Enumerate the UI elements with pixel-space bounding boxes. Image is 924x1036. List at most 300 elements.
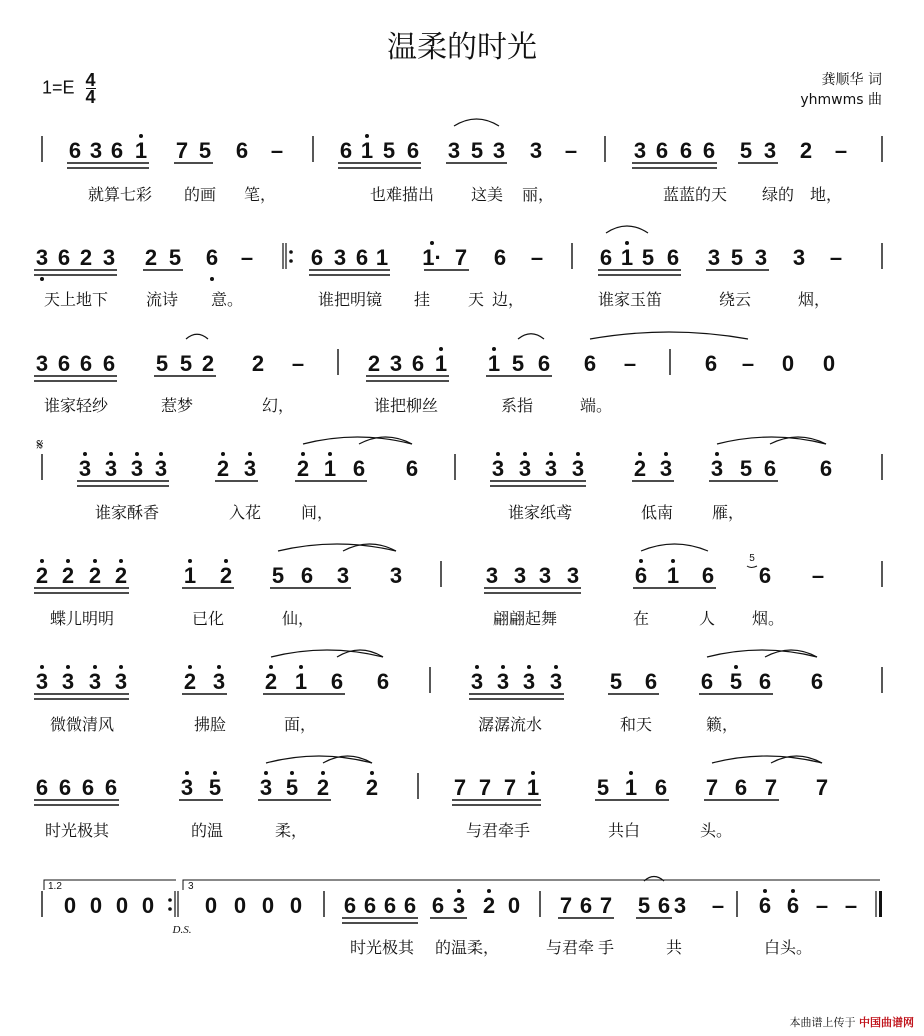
note-glyph: 3 bbox=[566, 563, 580, 588]
note-glyph: 0 bbox=[89, 893, 103, 918]
note-glyph: 7 bbox=[478, 775, 492, 800]
note-glyph: 5 bbox=[739, 138, 753, 163]
octave-dot bbox=[629, 771, 633, 775]
volta-bracket-1 bbox=[44, 880, 176, 890]
note-glyph: 6 bbox=[819, 456, 833, 481]
note-glyph: 7 bbox=[175, 138, 189, 163]
octave-dot bbox=[527, 665, 531, 669]
octave-dot bbox=[93, 559, 97, 563]
note-glyph: 6 bbox=[702, 138, 716, 163]
octave-dot bbox=[496, 452, 500, 456]
lyric-word: 谁家纸鸢 bbox=[507, 503, 573, 522]
note-glyph: 1 bbox=[526, 775, 540, 800]
lyric-word: 雁， bbox=[711, 503, 745, 522]
lyric-word: 时光极其 bbox=[349, 938, 415, 957]
note-glyph: 6 bbox=[734, 775, 748, 800]
note-glyph: – bbox=[815, 893, 829, 918]
note-glyph: 3 bbox=[389, 563, 403, 588]
note-glyph: 7 bbox=[764, 775, 778, 800]
note-glyph: 0 bbox=[261, 893, 275, 918]
lyric-word: 意。 bbox=[210, 290, 244, 309]
note-glyph: 6 bbox=[383, 893, 397, 918]
note-glyph: 3 bbox=[544, 456, 558, 481]
note-glyph: 2 bbox=[183, 669, 197, 694]
octave-dot bbox=[576, 452, 580, 456]
octave-dot bbox=[301, 452, 305, 456]
note-glyph: 3 bbox=[130, 456, 144, 481]
note-glyph: 3 bbox=[485, 563, 499, 588]
note-glyph: 7 bbox=[454, 245, 468, 270]
note-glyph: 3 bbox=[333, 245, 347, 270]
note-glyph: 6 bbox=[339, 138, 353, 163]
octave-dot bbox=[135, 452, 139, 456]
lyric-word: 入花 bbox=[228, 503, 262, 522]
lyric-word: 籁， bbox=[705, 715, 739, 734]
notation-root bbox=[34, 119, 882, 957]
octave-dot bbox=[248, 452, 252, 456]
octave-dot bbox=[119, 665, 123, 669]
lyric-word: 烟， bbox=[797, 290, 831, 309]
note-glyph: 5 bbox=[198, 138, 212, 163]
song-title: 温柔的时光 bbox=[387, 30, 537, 65]
time-sig-top: 4 bbox=[85, 70, 96, 90]
note-glyph: 2 bbox=[79, 245, 93, 270]
note-glyph: 2 bbox=[799, 138, 813, 163]
note-glyph: 6 bbox=[679, 138, 693, 163]
note-glyph: 2 bbox=[316, 775, 330, 800]
note-glyph: 3 bbox=[154, 456, 168, 481]
octave-dot bbox=[501, 665, 505, 669]
lyric-word: 笔， bbox=[243, 185, 277, 204]
note-glyph: 6 bbox=[786, 893, 800, 918]
lyric-word: 人 bbox=[698, 609, 716, 628]
slur-arc bbox=[359, 437, 412, 444]
lyric-word: 的温 bbox=[190, 821, 224, 840]
note-glyph: 5 bbox=[470, 138, 484, 163]
lyric-word: 头。 bbox=[699, 821, 733, 840]
note-glyph: 3 bbox=[102, 245, 116, 270]
lyric-word: 幻， bbox=[261, 396, 295, 415]
note-glyph: 7 bbox=[453, 775, 467, 800]
note-glyph: 7 bbox=[705, 775, 719, 800]
note-glyph: 0 bbox=[233, 893, 247, 918]
note-glyph: 5 bbox=[729, 669, 743, 694]
note-glyph: 5 bbox=[179, 351, 193, 376]
note-glyph: 6 bbox=[405, 456, 419, 481]
lyric-word: 丽， bbox=[521, 185, 555, 204]
slur-arc bbox=[590, 332, 748, 339]
repeat-dot bbox=[289, 250, 293, 254]
note-glyph: 6 bbox=[758, 669, 772, 694]
note-glyph: 3 bbox=[35, 669, 49, 694]
octave-dot bbox=[188, 665, 192, 669]
note-glyph: 6 bbox=[110, 138, 124, 163]
footer-text: 本曲谱上传于 bbox=[789, 1016, 856, 1029]
lyric-word: 微微清风 bbox=[49, 715, 115, 734]
lyric-word: 天 bbox=[467, 290, 485, 309]
octave-dot bbox=[40, 559, 44, 563]
note-glyph: 0 bbox=[507, 893, 521, 918]
note-glyph: 6 bbox=[704, 351, 718, 376]
slur-arc bbox=[770, 437, 826, 444]
note-glyph: – bbox=[291, 351, 305, 376]
octave-dot bbox=[625, 241, 629, 245]
note-glyph: 1· bbox=[422, 245, 442, 270]
lyric-word: 和天 bbox=[619, 715, 653, 734]
note-glyph: 6 bbox=[57, 245, 71, 270]
slur-arc bbox=[186, 334, 208, 339]
note-glyph: 2 bbox=[482, 893, 496, 918]
note-glyph: 2 bbox=[88, 563, 102, 588]
lyric-word: 挂 bbox=[413, 290, 431, 309]
lyric-word: 与君牵 bbox=[545, 938, 595, 957]
note-glyph: 6 bbox=[431, 893, 445, 918]
octave-dot bbox=[321, 771, 325, 775]
note-glyph: 2 bbox=[61, 563, 75, 588]
note-glyph: 3 bbox=[212, 669, 226, 694]
lyric-word: 谁把柳丝 bbox=[373, 396, 439, 415]
note-glyph: 2 bbox=[251, 351, 265, 376]
note-glyph: 3 bbox=[447, 138, 461, 163]
lyric-word: 绿的 bbox=[761, 185, 795, 204]
note-glyph: 5 bbox=[382, 138, 396, 163]
octave-dot bbox=[492, 347, 496, 351]
note-glyph: 6 bbox=[68, 138, 82, 163]
note-glyph: 3 bbox=[549, 669, 563, 694]
note-glyph: 2 bbox=[201, 351, 215, 376]
note-glyph: 6 bbox=[644, 669, 658, 694]
note-glyph: 6 bbox=[58, 775, 72, 800]
note-glyph: 3 bbox=[452, 893, 466, 918]
note-glyph: 6 bbox=[352, 456, 366, 481]
note-glyph: 5 bbox=[641, 245, 655, 270]
octave-dot bbox=[365, 134, 369, 138]
octave-dot bbox=[549, 452, 553, 456]
note-glyph: 3 bbox=[522, 669, 536, 694]
octave-dot bbox=[188, 559, 192, 563]
note-glyph: 3 bbox=[89, 138, 103, 163]
octave-dot bbox=[264, 771, 268, 775]
lyric-word: 谁家玉笛 bbox=[597, 290, 663, 309]
octave-dot bbox=[439, 347, 443, 351]
note-glyph: 3 bbox=[513, 563, 527, 588]
lyric-word: 这美 bbox=[470, 185, 504, 204]
note-glyph: 6 bbox=[35, 775, 49, 800]
octave-dot bbox=[185, 771, 189, 775]
note-glyph: 3 bbox=[104, 456, 118, 481]
note-glyph: 6 bbox=[654, 775, 668, 800]
octave-dot bbox=[299, 665, 303, 669]
note-glyph: – bbox=[844, 893, 858, 918]
lyric-word: 边， bbox=[491, 290, 525, 309]
lyric-word: 拂脸 bbox=[193, 715, 227, 734]
note-glyph: 6 bbox=[81, 775, 95, 800]
note-glyph: 3 bbox=[673, 893, 687, 918]
footer bbox=[790, 1014, 915, 1030]
lyric-word: 天上地下 bbox=[43, 290, 109, 309]
lyric-word: 端。 bbox=[579, 396, 613, 415]
lyric-word: 谁家酥香 bbox=[94, 503, 160, 522]
note-glyph: 3 bbox=[243, 456, 257, 481]
octave-dot bbox=[763, 889, 767, 893]
lyric-word: 就算七彩 bbox=[87, 185, 153, 204]
octave-dot bbox=[523, 452, 527, 456]
note-glyph: 5 bbox=[637, 893, 651, 918]
lyric-word: 谁家轻纱 bbox=[43, 396, 109, 415]
note-glyph: 6 bbox=[355, 245, 369, 270]
note-glyph: 6 bbox=[655, 138, 669, 163]
note-glyph: 0 bbox=[289, 893, 303, 918]
note-glyph: 3 bbox=[707, 245, 721, 270]
lyric-word: 在 bbox=[632, 609, 650, 628]
lyric-word: 白头。 bbox=[763, 938, 813, 957]
note-glyph: 3 bbox=[633, 138, 647, 163]
octave-dot bbox=[328, 452, 332, 456]
note-glyph: 7 bbox=[559, 893, 573, 918]
note-glyph: 6 bbox=[343, 893, 357, 918]
octave-dot bbox=[370, 771, 374, 775]
note-glyph: 6 bbox=[403, 893, 417, 918]
octave-dot bbox=[457, 889, 461, 893]
slur-arc bbox=[343, 544, 396, 551]
lyric-word: 共白 bbox=[607, 821, 641, 840]
note-glyph: 2 bbox=[114, 563, 128, 588]
octave-dot bbox=[210, 277, 214, 281]
note-glyph: 3 bbox=[492, 138, 506, 163]
lyric-word: 蓝蓝的天 bbox=[662, 185, 728, 204]
octave-dot bbox=[791, 889, 795, 893]
note-glyph: 3 bbox=[529, 138, 543, 163]
note-glyph: 3 bbox=[61, 669, 75, 694]
lyric-word: 谁把明镜 bbox=[317, 290, 383, 309]
note-glyph: 5 bbox=[609, 669, 623, 694]
lyric-word: 惹梦 bbox=[160, 396, 194, 415]
note-glyph: 5 bbox=[730, 245, 744, 270]
lyric-word: 蝶儿明明 bbox=[49, 609, 115, 628]
lyric-word: 翩翩起舞 bbox=[492, 609, 558, 628]
note-glyph: 3 bbox=[35, 351, 49, 376]
note-glyph: 6 bbox=[79, 351, 93, 376]
octave-dot bbox=[715, 452, 719, 456]
note-glyph: 3 bbox=[336, 563, 350, 588]
note-glyph: 3 bbox=[792, 245, 806, 270]
octave-dot bbox=[40, 665, 44, 669]
note-glyph: 0 bbox=[141, 893, 155, 918]
note-glyph: 3 bbox=[389, 351, 403, 376]
note-glyph: 6 bbox=[758, 563, 772, 588]
note-glyph: 6 bbox=[701, 563, 715, 588]
note-glyph: 2 bbox=[264, 669, 278, 694]
note-glyph: – bbox=[564, 138, 578, 163]
note-glyph: 6 bbox=[657, 893, 671, 918]
note-glyph: 5 bbox=[739, 456, 753, 481]
note-glyph: 3 bbox=[78, 456, 92, 481]
note-glyph: 7 bbox=[815, 775, 829, 800]
note-glyph: 5 bbox=[285, 775, 299, 800]
note-glyph: 1 bbox=[294, 669, 308, 694]
octave-dot bbox=[290, 771, 294, 775]
note-glyph: 3 bbox=[710, 456, 724, 481]
note-glyph: 3 bbox=[571, 456, 585, 481]
note-glyph: 3 bbox=[35, 245, 49, 270]
note-glyph: 1 bbox=[487, 351, 501, 376]
octave-dot bbox=[213, 771, 217, 775]
repeat-dot bbox=[289, 259, 293, 263]
octave-dot bbox=[531, 771, 535, 775]
grace-note: 5 bbox=[749, 553, 755, 564]
note-glyph: – bbox=[530, 245, 544, 270]
note-glyph: 2 bbox=[144, 245, 158, 270]
note-glyph: 6 bbox=[102, 351, 116, 376]
octave-dot bbox=[109, 452, 113, 456]
note-glyph: 5 bbox=[155, 351, 169, 376]
lyric-word: 面， bbox=[283, 715, 317, 734]
note-glyph: 3 bbox=[518, 456, 532, 481]
ds-marking: D.S. bbox=[172, 924, 192, 936]
composer-credit: yhmwms 曲 bbox=[800, 92, 882, 108]
slur-arc bbox=[454, 119, 499, 126]
note-glyph: 3 bbox=[763, 138, 777, 163]
lyric-word: 的画 bbox=[183, 185, 217, 204]
octave-dot bbox=[671, 559, 675, 563]
note-glyph: 3 bbox=[470, 669, 484, 694]
note-glyph: – bbox=[240, 245, 254, 270]
lyric-word: 低南 bbox=[640, 503, 674, 522]
slur-arc bbox=[641, 544, 708, 551]
note-glyph: 1 bbox=[134, 138, 148, 163]
note-glyph: 2 bbox=[633, 456, 647, 481]
note-glyph: 2 bbox=[296, 456, 310, 481]
slur-arc bbox=[606, 226, 648, 233]
note-glyph: 1 bbox=[666, 563, 680, 588]
lyric-word: 潺潺流水 bbox=[477, 715, 543, 734]
note-glyph: – bbox=[834, 138, 848, 163]
note-glyph: 6 bbox=[376, 669, 390, 694]
note-glyph: – bbox=[741, 351, 755, 376]
note-glyph: 6 bbox=[700, 669, 714, 694]
octave-dot bbox=[269, 665, 273, 669]
octave-dot bbox=[224, 559, 228, 563]
note-glyph: 6 bbox=[537, 351, 551, 376]
slur-arc bbox=[765, 650, 817, 657]
lyric-word: 也难描出 bbox=[369, 185, 435, 204]
segno-sign: 𝄋 bbox=[36, 435, 44, 454]
lyric-word: 仙， bbox=[281, 609, 315, 628]
note-glyph: 7 bbox=[503, 775, 517, 800]
repeat-dot bbox=[168, 898, 172, 902]
final-bar-thick bbox=[879, 891, 882, 917]
note-glyph: 5 bbox=[168, 245, 182, 270]
note-glyph: 2 bbox=[367, 351, 381, 376]
note-glyph: 6 bbox=[579, 893, 593, 918]
lyric-word: 柔， bbox=[274, 821, 308, 840]
octave-dot bbox=[221, 452, 225, 456]
note-glyph: 3 bbox=[491, 456, 505, 481]
note-glyph: 0 bbox=[204, 893, 218, 918]
lyric-word: 已化 bbox=[191, 609, 225, 628]
note-glyph: 3 bbox=[88, 669, 102, 694]
lyric-word: 间， bbox=[300, 503, 334, 522]
note-glyph: – bbox=[711, 893, 725, 918]
lyric-word: 系指 bbox=[500, 396, 534, 415]
note-glyph: 6 bbox=[493, 245, 507, 270]
note-glyph: 6 bbox=[583, 351, 597, 376]
note-glyph: 5 bbox=[511, 351, 525, 376]
note-glyph: 6 bbox=[406, 138, 420, 163]
note-glyph: 7 bbox=[599, 893, 613, 918]
repeat-dot bbox=[168, 907, 172, 911]
grace-slur bbox=[747, 566, 757, 568]
note-glyph: – bbox=[623, 351, 637, 376]
note-glyph: 6 bbox=[810, 669, 824, 694]
note-glyph: 2 bbox=[365, 775, 379, 800]
note-glyph: 3 bbox=[538, 563, 552, 588]
note-glyph: 6 bbox=[300, 563, 314, 588]
note-glyph: 1 bbox=[375, 245, 389, 270]
volta-label-1: 1.2 bbox=[48, 881, 62, 892]
footer-brand[interactable]: 中国曲谱网 bbox=[859, 1016, 914, 1029]
note-glyph: 6 bbox=[104, 775, 118, 800]
note-glyph: 3 bbox=[754, 245, 768, 270]
time-sig-bottom: 4 bbox=[85, 87, 96, 107]
note-glyph: 5 bbox=[596, 775, 610, 800]
lyric-word: 流诗 bbox=[145, 290, 179, 309]
note-glyph: 6 bbox=[763, 456, 777, 481]
note-glyph: 2 bbox=[216, 456, 230, 481]
octave-dot bbox=[119, 559, 123, 563]
note-glyph: 3 bbox=[180, 775, 194, 800]
note-glyph: – bbox=[829, 245, 843, 270]
note-glyph: 0 bbox=[781, 351, 795, 376]
note-glyph: 6 bbox=[310, 245, 324, 270]
note-glyph: 3 bbox=[659, 456, 673, 481]
note-glyph: 3 bbox=[114, 669, 128, 694]
note-glyph: 6 bbox=[411, 351, 425, 376]
volta-label-2: 3 bbox=[188, 881, 194, 892]
note-glyph: 6 bbox=[634, 563, 648, 588]
octave-dot bbox=[66, 559, 70, 563]
lyric-word: 地， bbox=[809, 185, 843, 204]
slur-arc bbox=[323, 756, 372, 763]
note-glyph: 2 bbox=[35, 563, 49, 588]
octave-dot bbox=[93, 665, 97, 669]
note-glyph: 5 bbox=[271, 563, 285, 588]
lyric-word: 共 bbox=[665, 938, 683, 957]
note-glyph: 6 bbox=[758, 893, 772, 918]
octave-dot bbox=[734, 665, 738, 669]
note-glyph: – bbox=[270, 138, 284, 163]
note-glyph: 6 bbox=[235, 138, 249, 163]
octave-dot bbox=[66, 665, 70, 669]
note-glyph: 0 bbox=[822, 351, 836, 376]
note-glyph: 0 bbox=[63, 893, 77, 918]
note-glyph: 1 bbox=[360, 138, 374, 163]
octave-dot bbox=[139, 134, 143, 138]
slur-arc bbox=[518, 334, 544, 339]
lyric-word: 与君牵手 bbox=[465, 821, 531, 840]
note-glyph: 6 bbox=[363, 893, 377, 918]
lyric-word: 时光极其 bbox=[44, 821, 110, 840]
note-glyph: – bbox=[811, 563, 825, 588]
lyric-word: 绕云 bbox=[718, 290, 752, 309]
note-glyph: 0 bbox=[115, 893, 129, 918]
octave-dot bbox=[159, 452, 163, 456]
note-glyph: 6 bbox=[205, 245, 219, 270]
lyric-word: 烟。 bbox=[751, 609, 785, 628]
octave-dot bbox=[430, 241, 434, 245]
note-glyph: 3 bbox=[496, 669, 510, 694]
note-glyph: 1 bbox=[624, 775, 638, 800]
